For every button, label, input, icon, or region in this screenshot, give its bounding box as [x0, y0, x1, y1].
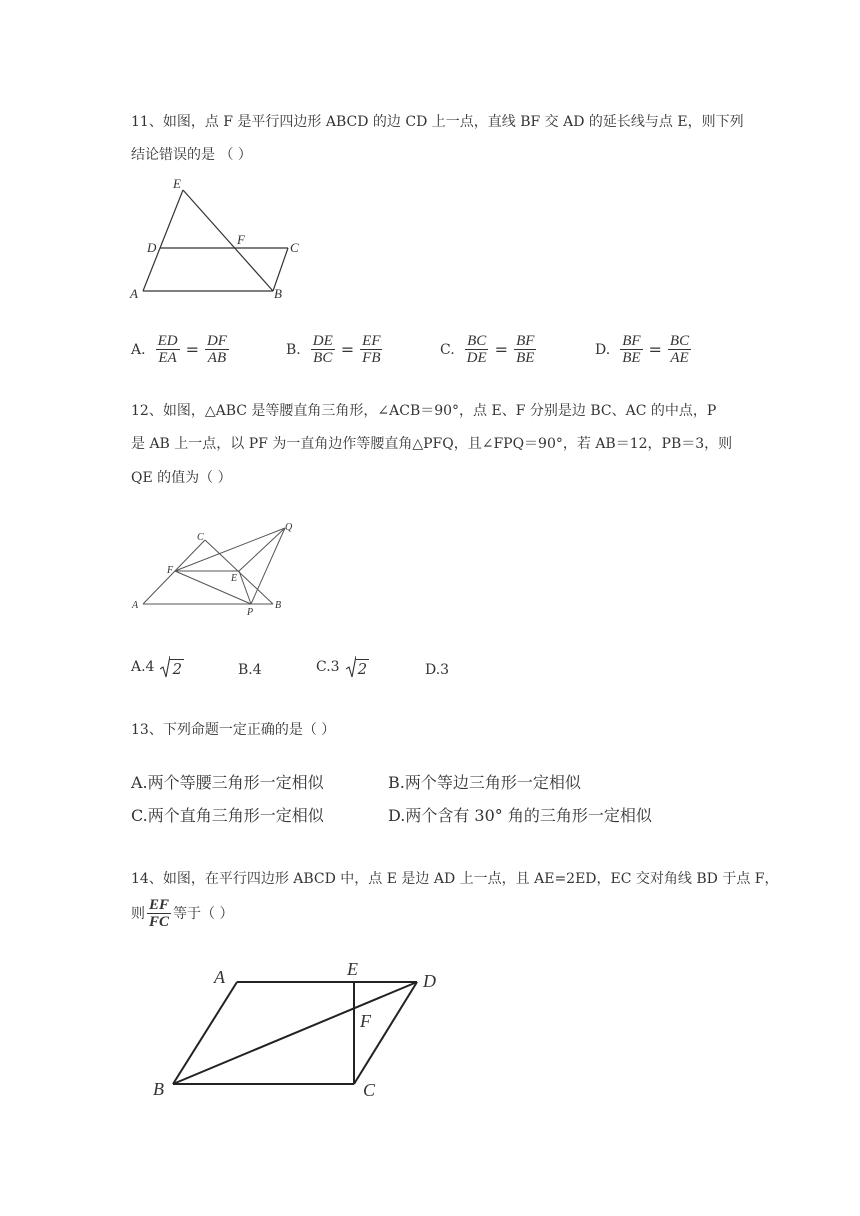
- q13-option-a: A.两个等腰三角形一定相似: [131, 773, 324, 792]
- radical-sign-icon: [160, 656, 170, 678]
- q11-label-c: C: [290, 240, 299, 255]
- q12-figure: [125, 520, 305, 620]
- q12-text-line1: 12、如图，△ABC 是等腰直角三角形，∠ACB＝90°，点 E、F 分别是边 BC、AC 的中点，P: [131, 403, 717, 419]
- q14-text-line1: 14、如图，在平行四边形 ABCD 中，点 E 是边 AD 上一点，且 AE=2ED，EC 交对角线 BD 于点 F，: [131, 871, 779, 887]
- q13-option-c: C.两个直角三角形一定相似: [131, 806, 324, 825]
- q12-option-a-sqrt: 2: [160, 656, 184, 678]
- q14-line-ab: [173, 982, 237, 1084]
- q13-option-d: D.两个含有 30° 角的三角形一定相似: [388, 806, 652, 825]
- q11-line-cb: [273, 248, 288, 291]
- q11-option-c: C. $\frac{BC}{DE}$ = $\frac{BF}{BE}$: [440, 333, 535, 366]
- q12-label-e: E: [231, 573, 238, 584]
- radical-sign-icon: [346, 656, 356, 678]
- q14-line-dc: [354, 982, 417, 1084]
- q11-option-c-lhs: $\frac{BC}{DE}$: [466, 333, 487, 366]
- q14-line-bd: [173, 982, 417, 1084]
- q11-option-c-rhs: $\frac{BF}{BE}$: [516, 333, 535, 366]
- q12-option-c: C.3 2: [316, 656, 369, 678]
- q11-option-d: D. $\frac{BF}{BE}$ = $\frac{BC}{AE}$: [595, 333, 690, 366]
- q12-label-p: P: [247, 607, 254, 618]
- q12-line-ac: [143, 540, 205, 604]
- q14-label-c: C: [363, 1080, 376, 1100]
- q13-option-b: B.两个等边三角形一定相似: [388, 773, 581, 792]
- q14-fraction: $\frac{EF}{FC}$: [149, 897, 170, 930]
- q11-label-a: A: [130, 286, 138, 301]
- q11-option-a: A. $\frac{ED}{EA}$ = $\frac{DF}{AB}$: [131, 333, 227, 366]
- q12-text-line3: QE 的值为（ ）: [131, 470, 232, 486]
- q12-option-d: D.3: [425, 662, 450, 678]
- q12-line-eq: [239, 528, 285, 571]
- q14-text-line2: 则 $\frac{EF}{FC}$ 等于（ ）: [131, 897, 234, 930]
- q14-label-e: E: [347, 959, 358, 979]
- q11-label-d: D: [147, 240, 157, 255]
- q12-label-q: Q: [285, 522, 293, 533]
- q11-text-line2: 结论错误的是 （ ）: [131, 147, 252, 163]
- q12-label-a: A: [132, 600, 139, 611]
- q11-option-a-lhs: $\frac{ED}{EA}$: [157, 333, 178, 366]
- q11-option-d-rhs: $\frac{BC}{AE}$: [669, 333, 690, 366]
- q12-option-b: B.4: [238, 662, 262, 678]
- q12-label-b: B: [275, 600, 282, 611]
- q12-option-c-sqrt: 2: [346, 656, 370, 678]
- q14-label-d: D: [423, 971, 436, 991]
- q14-label-a: A: [214, 967, 225, 987]
- q12-label-f: F: [167, 565, 174, 576]
- q11-option-b-rhs: $\frac{EF}{FB}$: [362, 333, 381, 366]
- q12-line-fp: [175, 571, 251, 604]
- q14-figure: [148, 955, 458, 1105]
- q11-option-d-lhs: $\frac{BF}{BE}$: [622, 333, 641, 366]
- q11-option-b: B. $\frac{DE}{BC}$ = $\frac{EF}{FB}$: [286, 333, 381, 366]
- q11-option-b-lhs: $\frac{DE}{BC}$: [312, 333, 333, 366]
- q11-label-b: B: [274, 286, 282, 301]
- q12-option-a: A.4 2: [131, 656, 184, 678]
- q11-option-a-rhs: $\frac{DF}{AB}$: [206, 333, 227, 366]
- q11-line-eb: [183, 190, 273, 291]
- q11-text-line1: 11、如图，点 F 是平行四边形 ABCD 的边 CD 上一点，直线 BF 交 AD 的延长线与点 E，则下列: [131, 114, 744, 130]
- q13-text-line1: 13、下列命题一定正确的是（ ）: [131, 722, 336, 738]
- q14-label-b: B: [153, 1079, 164, 1099]
- q11-figure: [125, 170, 315, 310]
- q11-label-e: E: [173, 176, 181, 191]
- q14-label-f: F: [360, 1011, 371, 1031]
- q12-label-c: C: [197, 532, 204, 543]
- q12-text-line2: 是 AB 上一点，以 PF 为一直角边作等腰直角△PFQ，且∠FPQ＝90°，若 AB＝12，PB＝3，则: [131, 436, 733, 452]
- q11-label-f: F: [237, 232, 245, 247]
